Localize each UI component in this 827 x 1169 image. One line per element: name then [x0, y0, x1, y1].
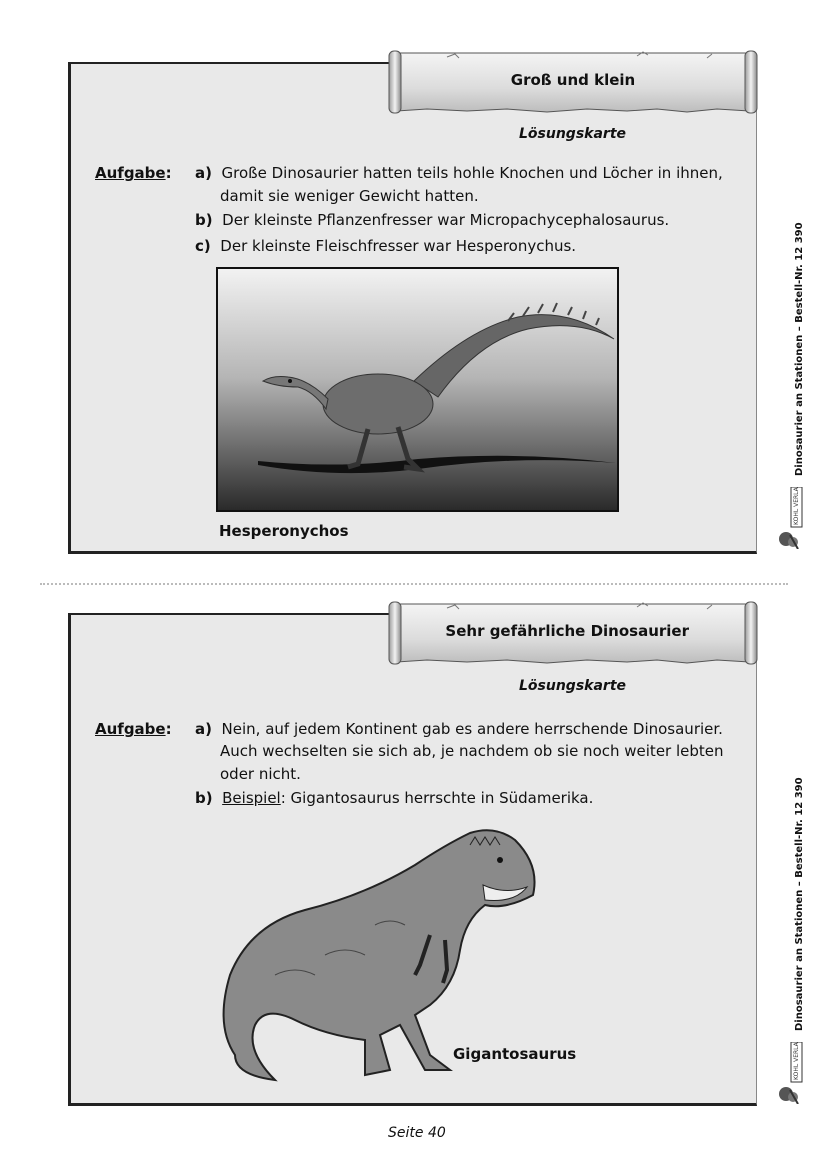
answer-c: c) Der kleinste Fleischfresser war Hesperonychus.	[195, 237, 577, 255]
publisher-logo-2	[776, 1042, 804, 1108]
card-title: Groß und klein	[510, 71, 636, 89]
card-title: Sehr gefährliche Dinosaurier	[445, 622, 689, 640]
page-number: Seite 40	[388, 1125, 446, 1141]
answer-a-cont-2: oder nicht.	[220, 765, 301, 783]
answer-a: a) Große Dinosaurier hatten teils hohle Knochen und Löcher in ihnen,	[195, 164, 723, 182]
svg-text:KOHL VERLAG: KOHL VERLAG	[793, 487, 800, 525]
answer-a-cont: damit sie weniger Gewicht hatten.	[220, 187, 479, 205]
answer-b: b) Der kleinste Pflanzenfresser war Micropachycephalosaurus.	[195, 211, 670, 229]
publisher-logo-1	[776, 487, 804, 553]
image-caption: Hesperonychos	[219, 522, 349, 540]
task-label: Aufgabe:	[95, 164, 172, 182]
card-subtitle: Lösungskarte	[519, 678, 627, 694]
hesperonychus-illustration	[216, 267, 619, 512]
side-order-label-1: Dinosaurier an Stationen – Bestell-Nr. 12 390	[794, 222, 805, 476]
card-subtitle: Lösungskarte	[519, 126, 627, 142]
answer-a: a) Nein, auf jedem Kontinent gab es andere herrschende Dinosaurier.	[195, 720, 723, 738]
side-order-label-2: Dinosaurier an Stationen – Bestell-Nr. 12 390	[794, 777, 805, 1031]
answer-b: b) Beispiel: Gigantosaurus herrschte in Südamerika.	[195, 789, 594, 807]
answer-a-cont-1: Auch wechselten sie sich ab, je nachdem ob sie noch weiter lebten	[220, 742, 724, 760]
title-scroll-banner-1	[387, 49, 759, 115]
image-caption: Gigantosaurus	[453, 1045, 577, 1063]
cut-line	[40, 583, 788, 585]
svg-text:KOHL VERLAG: KOHL VERLAG	[793, 1042, 800, 1080]
task-label: Aufgabe:	[95, 720, 172, 738]
title-scroll-banner-2	[387, 600, 759, 666]
